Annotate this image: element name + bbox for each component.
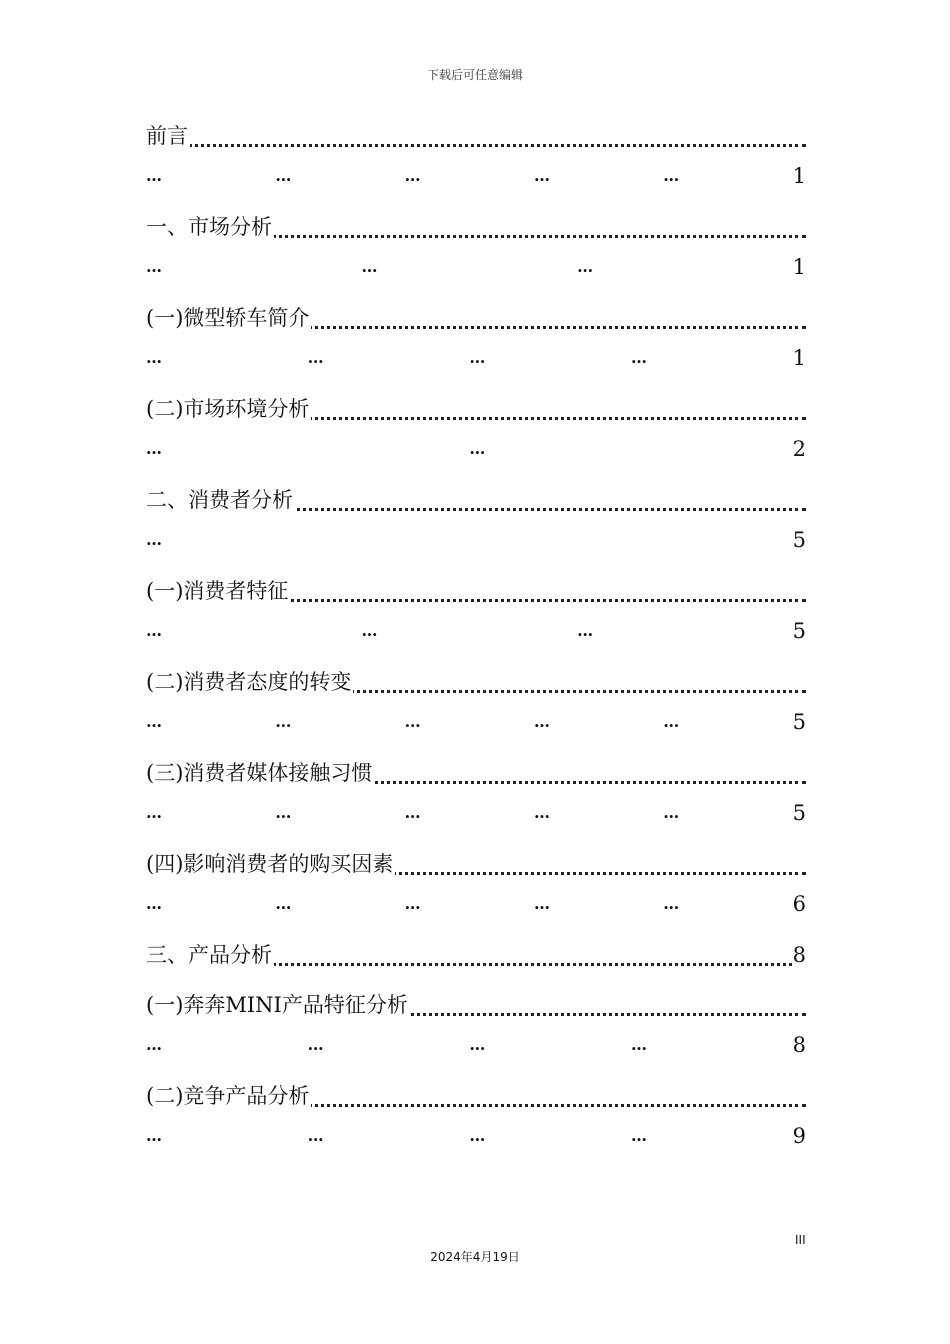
toc-entry-page: 1 (792, 346, 806, 370)
dot-leader-segment: … (630, 348, 646, 367)
dot-leader-segment: … (146, 1035, 161, 1054)
dot-leader-segment: … (404, 803, 420, 822)
dot-leader-segment: … (307, 1126, 323, 1145)
toc-entry[interactable] (146, 571, 806, 662)
dot-leader-segment: … (146, 348, 161, 367)
toc-entry-title: (三)消费者媒体接触习惯 (146, 761, 373, 785)
dot-leader-segment: … (404, 894, 420, 913)
dot-leader-segment: … (469, 1035, 485, 1054)
dot-leader-segment: … (663, 712, 679, 731)
table-of-contents (146, 116, 806, 1167)
toc-entry[interactable] (146, 662, 806, 753)
dot-leader-segment: … (663, 894, 679, 913)
toc-entry-title: (二)市场环境分析 (146, 397, 310, 421)
footer-date: 2024年4月19日 (430, 1250, 520, 1264)
dot-leader-segment: … (146, 621, 161, 640)
dot-leader-segment: … (533, 166, 549, 185)
dot-leader-segment: … (275, 166, 291, 185)
dot-leader-segment: … (533, 803, 549, 822)
toc-entry[interactable] (146, 389, 806, 480)
dot-leader-segment: … (533, 712, 549, 731)
dot-leader-segment: … (663, 166, 679, 185)
toc-entry-title: (一)奔奔MINI产品特征分析 (146, 993, 408, 1017)
dot-leader-segment: … (404, 166, 420, 185)
dot-leader-segment: … (146, 803, 161, 822)
toc-entry[interactable] (146, 207, 806, 298)
toc-entry-title: 三、产品分析 (146, 943, 272, 967)
dot-leader-segment: … (307, 348, 323, 367)
dot-leader-segment: … (469, 439, 485, 458)
dot-leader-segment: … (663, 803, 679, 822)
toc-entry-title: 前言 (146, 124, 188, 148)
dot-leader-segment: … (146, 1126, 161, 1145)
dot-leader-segment: … (146, 712, 161, 731)
toc-entry-title: (二)竞争产品分析 (146, 1084, 310, 1108)
toc-entry-page: 2 (792, 437, 806, 461)
dot-leader-segment: … (361, 621, 377, 640)
page-header: 下载后可任意编辑 (426, 68, 523, 82)
toc-entry-title: 一、市场分析 (146, 215, 272, 239)
dot-leader (146, 144, 806, 147)
toc-entry-title: (四)影响消费者的购买因素 (146, 852, 394, 876)
toc-entry-page: 5 (792, 528, 806, 552)
dot-leader-segment: … (146, 166, 161, 185)
toc-entry-page: 1 (792, 255, 806, 279)
toc-entry[interactable] (146, 985, 806, 1076)
dot-leader-segment: … (577, 621, 593, 640)
toc-entry-page: 9 (792, 1124, 806, 1148)
dot-leader-segment: … (533, 894, 549, 913)
dot-leader-segment: … (146, 257, 161, 276)
toc-entry-page: 6 (792, 892, 806, 916)
toc-entry-page: 8 (793, 935, 806, 975)
toc-entry-page: 1 (792, 164, 806, 188)
toc-entry[interactable] (146, 753, 806, 844)
toc-entry[interactable] (146, 844, 806, 935)
dot-leader-segment: … (146, 530, 161, 549)
toc-entry-title: 二、消费者分析 (146, 488, 293, 512)
dot-leader-segment: … (275, 803, 291, 822)
dot-leader-segment: … (275, 894, 291, 913)
toc-entry-title: (一)消费者特征 (146, 579, 289, 603)
dot-leader-segment: … (404, 712, 420, 731)
dot-leader-segment: … (630, 1035, 646, 1054)
toc-entry-title: (二)消费者态度的转变 (146, 670, 352, 694)
toc-entry-page: 5 (792, 710, 806, 734)
toc-entry[interactable] (146, 298, 806, 389)
toc-entry[interactable] (146, 1076, 806, 1167)
toc-entry[interactable] (146, 480, 806, 571)
page-number: III (795, 1233, 806, 1247)
toc-entry-page: 5 (792, 801, 806, 825)
dot-leader-segment: … (469, 1126, 485, 1145)
dot-leader-segment: … (146, 894, 161, 913)
dot-leader-segment: … (469, 348, 485, 367)
toc-entry-page: 5 (792, 619, 806, 643)
dot-leader-segment: … (361, 257, 377, 276)
toc-entry[interactable] (146, 935, 806, 985)
toc-entry-title: (一)微型轿车简介 (146, 306, 310, 330)
dot-leader-segment: … (630, 1126, 646, 1145)
dot-leader-segment: … (275, 712, 291, 731)
toc-entry-page: 8 (792, 1033, 806, 1057)
dot-leader-segment: … (577, 257, 593, 276)
dot-leader-segment: … (146, 439, 161, 458)
toc-entry[interactable] (146, 116, 806, 207)
dot-leader-segment: … (307, 1035, 323, 1054)
